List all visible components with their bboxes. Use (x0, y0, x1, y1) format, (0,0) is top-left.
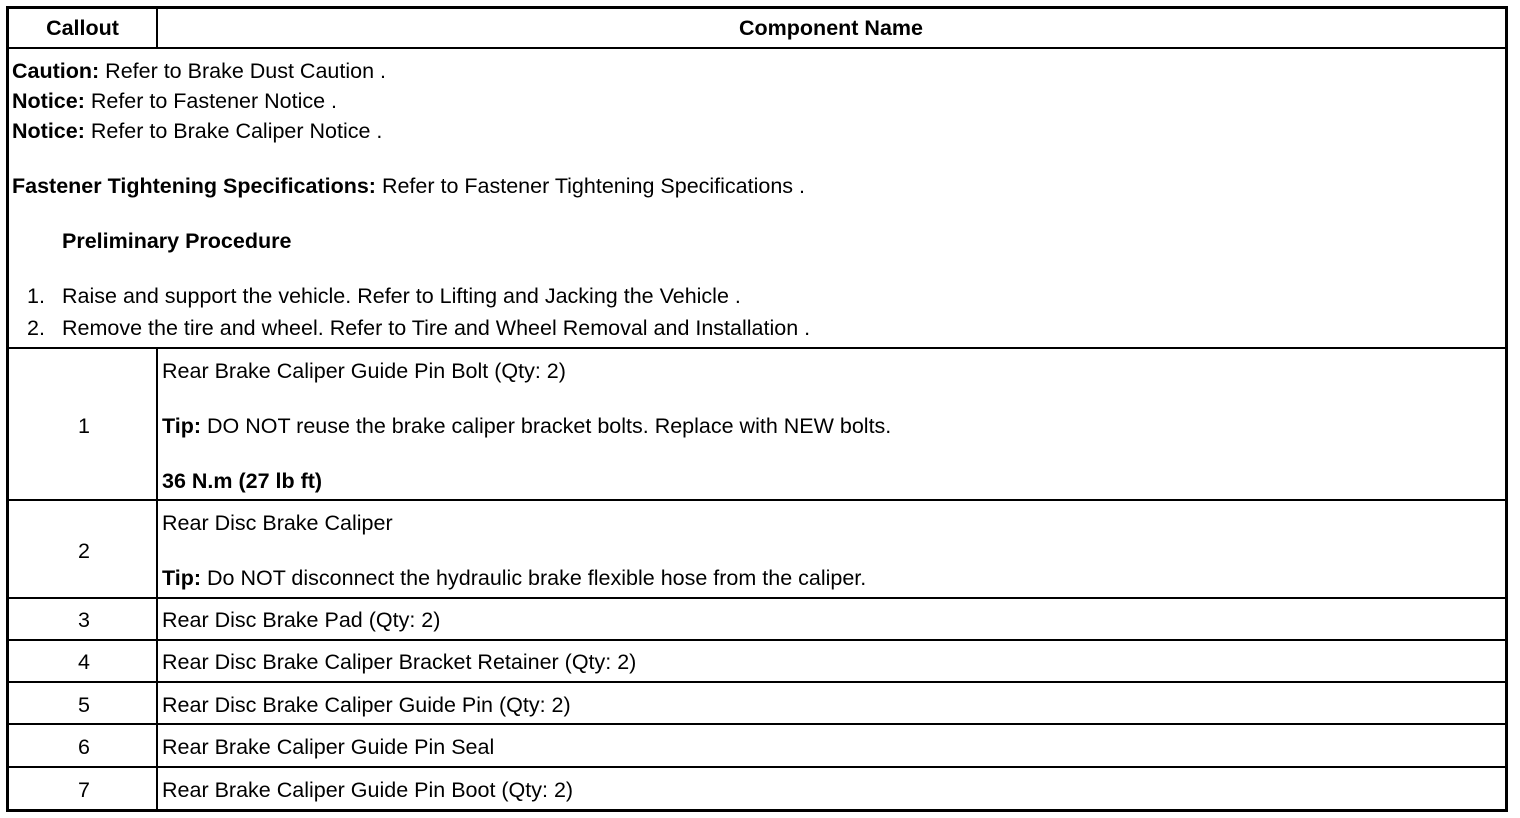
component-name: Rear Disc Brake Caliper Bracket Retainer (Qty: 2) (162, 650, 637, 674)
callout-number: 4 (78, 650, 90, 674)
rule-row2-bottom (9, 597, 1505, 599)
caution-label: Caution: (12, 59, 100, 83)
tip (162, 414, 891, 438)
callout-number: 5 (78, 693, 90, 717)
fastener-spec-label: Fastener Tightening Specifications: (12, 174, 376, 198)
header-callout: Callout (46, 16, 119, 40)
notice-label: Notice: (12, 119, 85, 143)
component-name: Rear Disc Brake Pad (Qty: 2) (162, 608, 441, 632)
caution-text: Refer to Brake Dust Caution . (99, 59, 386, 83)
rule-row4-bottom (9, 681, 1505, 683)
tip (162, 566, 866, 590)
step-number: 1. (27, 284, 45, 308)
fastener-spec-text: Refer to Fastener Tightening Specifications . (375, 174, 806, 198)
component-name: Rear Brake Caliper Guide Pin Boot (Qty: 2) (162, 778, 574, 802)
step-text: Remove the tire and wheel. Refer to Tire and Wheel Removal and Installation . (62, 316, 811, 340)
rule-row1-bottom (9, 499, 1505, 501)
caliper-notice (12, 119, 382, 143)
tip-text: Do NOT disconnect the hydraulic brake flexible hose from the caliper. (201, 566, 867, 590)
notice-text: Refer to Fastener Notice . (84, 89, 338, 113)
component-table (6, 6, 1508, 812)
rule-row5-bottom (9, 723, 1505, 725)
rule-notes-bottom (9, 347, 1505, 349)
callout-number: 1 (78, 414, 90, 438)
tip-label: Tip: (162, 566, 202, 590)
rule-row6-bottom (9, 766, 1505, 768)
callout-number: 3 (78, 608, 90, 632)
callout-number: 7 (78, 778, 90, 802)
fastener-notice (12, 89, 337, 113)
step-number: 2. (27, 316, 45, 340)
step-text: Raise and support the vehicle. Refer to Lifting and Jacking the Vehicle . (62, 284, 741, 308)
callout-number: 6 (78, 735, 90, 759)
notice-text: Refer to Brake Caliper Notice . (84, 119, 383, 143)
preliminary-procedure-title: Preliminary Procedure (62, 229, 292, 253)
component-name: Rear Brake Caliper Guide Pin Seal (162, 735, 495, 759)
component-name: Rear Disc Brake Caliper (162, 511, 393, 535)
caution-note (12, 59, 386, 83)
component-name: Rear Brake Caliper Guide Pin Bolt (Qty: 2) (162, 359, 566, 383)
rule-row3-bottom (9, 639, 1505, 641)
fastener-spec-note (12, 174, 805, 198)
rule-header-bottom (9, 47, 1505, 49)
torque-spec: 36 N.m (27 lb ft) (162, 469, 323, 493)
notice-label: Notice: (12, 89, 85, 113)
tip-text: DO NOT reuse the brake caliper bracket bolts. Replace with NEW bolts. (201, 414, 892, 438)
header-component-name: Component Name (739, 16, 923, 40)
callout-number: 2 (78, 539, 90, 563)
component-name: Rear Disc Brake Caliper Guide Pin (Qty: 2) (162, 693, 571, 717)
tip-label: Tip: (162, 414, 202, 438)
